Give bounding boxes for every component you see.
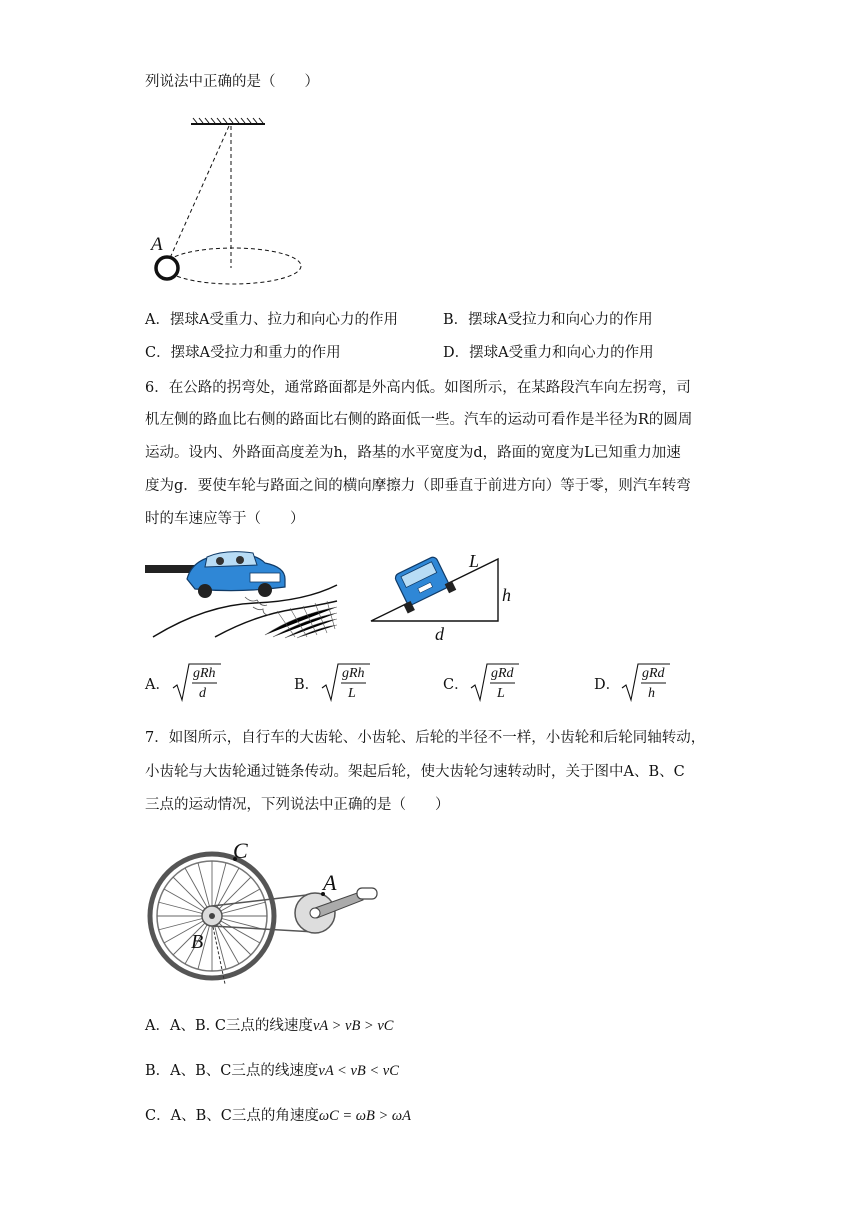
q7-option-a-formula: vA > vB > vC bbox=[312, 1018, 394, 1034]
q6-line-4: 度为g．要使车轮与路面之间的横向摩擦力（即垂直于前进方向）等于零，则汽车转弯 bbox=[145, 478, 691, 494]
pendulum-label-a: A bbox=[151, 234, 163, 255]
bicycle-wheel-figure bbox=[145, 836, 385, 986]
q7-option-c-formula: ωC = ωB > ωA bbox=[318, 1108, 412, 1124]
q5-option-c[interactable]: C．摆球A受拉力和重力的作用 bbox=[145, 345, 341, 361]
incline-label-h: h bbox=[502, 585, 511, 605]
q7-line-3: 三点的运动情况，下列说法中正确的是（ ） bbox=[145, 797, 450, 813]
q6-line-1: 6．在公路的拐弯处，通常路面都是外高内低。如图所示，在某路段汽车向左拐弯，司 bbox=[145, 380, 691, 396]
q7-option-c[interactable]: C．A、B、C三点的角速度ωC = ωB > ωA bbox=[145, 1108, 412, 1124]
q6-line-2: 机左侧的路血比右侧的路面比右侧的路面低一些。汽车的运动可看作是半径为R的圆周 bbox=[145, 412, 693, 428]
q5-option-a[interactable]: A．摆球A受重力、拉力和向心力的作用 bbox=[145, 312, 398, 328]
car-curve-figure bbox=[145, 545, 340, 640]
q7-line-2: 小齿轮与大齿轮通过链条传动。架起后轮，使大齿轮匀速转动时，关于图中A、B、C bbox=[145, 764, 685, 780]
q5-option-d[interactable]: D．摆球A受重力和向心力的作用 bbox=[443, 345, 654, 361]
q6-line-5: 时的车速应等于（ ） bbox=[145, 511, 305, 527]
wheel-label-a: A bbox=[323, 870, 337, 895]
q7-option-a[interactable]: A．A、B. C三点的线速度vA > vB > vC bbox=[145, 1018, 394, 1034]
wheel-label-c: C bbox=[233, 838, 248, 863]
q7-line-1: 7．如图所示，自行车的大齿轮、小齿轮、后轮的半径不一样，小齿轮和后轮同轴转动， bbox=[145, 730, 706, 746]
incline-label-l: L bbox=[469, 551, 480, 571]
q7-option-b[interactable]: B．A、B、C三点的线速度vA < vB < vC bbox=[145, 1063, 399, 1079]
wheel-label-b: B bbox=[191, 931, 204, 953]
question-intro-line: 列说法中正确的是（ ） bbox=[145, 74, 319, 90]
pendulum-figure bbox=[145, 112, 315, 287]
q7-option-b-formula: vA < vB < vC bbox=[318, 1063, 399, 1079]
q5-option-b[interactable]: B．摆球A受拉力和向心力的作用 bbox=[443, 312, 653, 328]
incline-label-d: d bbox=[435, 624, 444, 644]
incline-figure bbox=[365, 545, 525, 645]
q6-line-3: 运动。设内、外路面高度差为h，路基的水平宽度为d，路面的宽度为L已知重力加速 bbox=[145, 445, 681, 461]
